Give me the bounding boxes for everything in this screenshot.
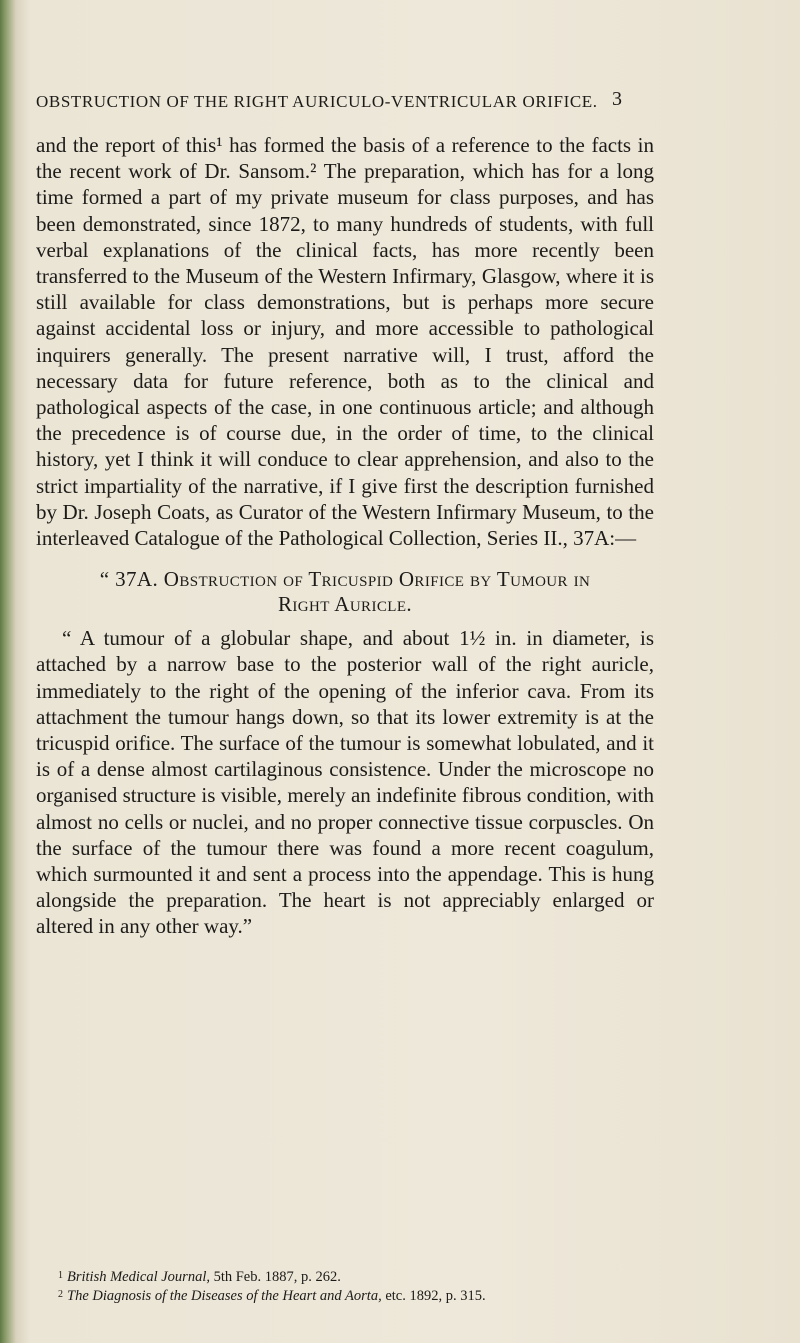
footnotes [58, 1267, 668, 1305]
specimen-heading [36, 567, 654, 617]
specimen-heading-line-1: “ 37A. Obstruction of Tricuspid Orifice by Tumour in [99, 567, 591, 592]
footnote-source-detail: 5th Feb. 1887, p. 262. [209, 1269, 341, 1285]
footnote-2 [58, 1286, 668, 1305]
body-text [36, 132, 654, 940]
specimen-description: “ A tumour of a globular shape, and about 1½ in. in diameter, is attached by a narrow base to the posterior wall of the right auricle, immediately to the right of the opening of the inferior cava. From its attachment the tumour hangs down, so that its lower extremity is at the tricuspid orifice. The surface of the tumour is somewhat lobulated, and it is of a dense almost cartilaginous consistence. Under the microscope no organised structure is visible, merely an indefinite fibrous condition, with almost no cells or nuclei, and no proper connective tissue corpuscles. On the surface of the tumour there was found a more recent coagulum, which surmounted it and sent a process into the appendage. This is hung alongside the preparation. The heart is not appreciably enlarged or altered in any other way.” [36, 626, 654, 939]
footnote-1 [58, 1267, 668, 1286]
running-head: OBSTRUCTION OF THE RIGHT AURICULO-VENTRICULAR ORIFICE. [36, 92, 598, 111]
specimen-heading-line-2: Right Auricle. [277, 592, 413, 617]
footnote-marker: 1 [58, 1270, 63, 1281]
footnote-source-title: British Medical Journal, [67, 1269, 210, 1285]
footnote-source-detail: etc. 1892, p. 315. [381, 1288, 486, 1304]
footnote-marker: 2 [58, 1289, 63, 1300]
page-number: 3 [612, 88, 622, 110]
footnote-source-title: The Diagnosis of the Diseases of the Heart and Aorta, [67, 1288, 382, 1304]
paragraph-1: and the report of this¹ has formed the basis of a reference to the facts in the recent work of Dr. Sansom.² The preparation, which has for a long time formed a part of my private museum for class purposes, and has been demonstrated, since 1872, to many hundreds of students, with full verbal explanations of the clinical facts, has more recently been transferred to the Museum of the Western Infirmary, Glasgow, where it is still available for class demonstrations, but is perhaps more secure against accidental loss or injury, and more accessible to pathological inquirers generally. The present narrative will, I trust, afford the necessary data for future reference, both as to the clinical and pathological aspects of the case, in one continuous article; and although the precedence is of course due, in the order of time, to the clinical history, yet I think it will conduce to clear apprehension, and also to the strict impartiality of the narrative, if I give first the description furnished by Dr. Joseph Coats, as Curator of the Western Infirmary Museum, to the interleaved Catalogue of the Pathological Collection, Series II., 37A:— [36, 133, 654, 551]
